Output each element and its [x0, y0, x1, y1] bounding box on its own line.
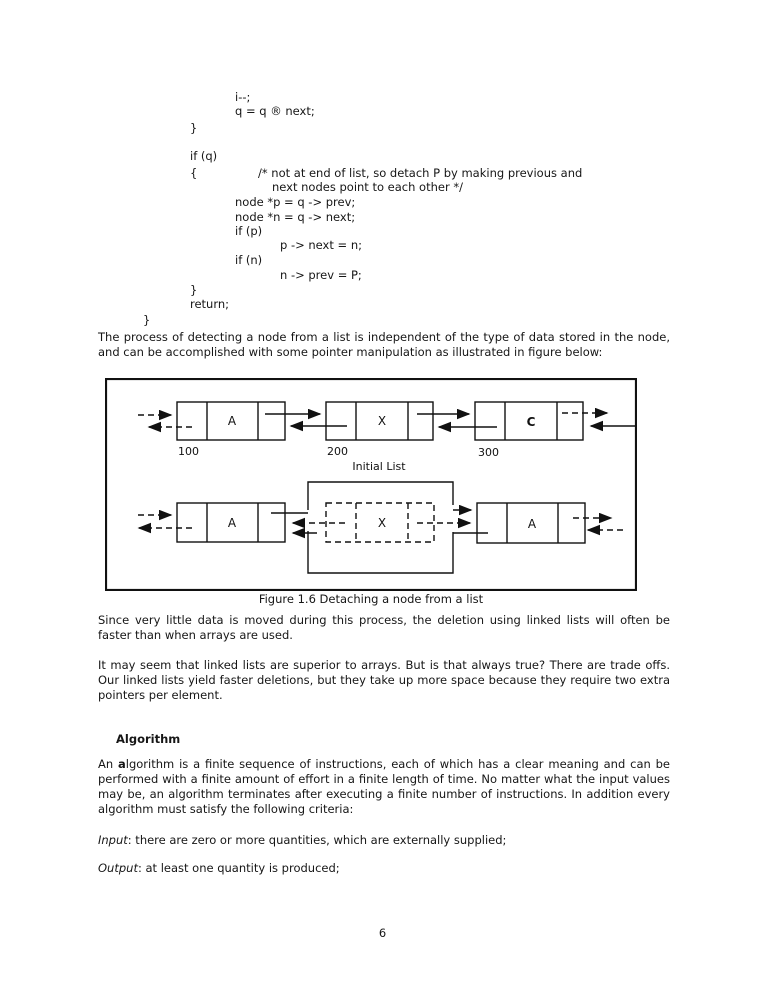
paragraph-intro: The process of detecting a node from a list is independent of the type of data stored in the node, and can be accomplished with some pointer manipulation as illustrated in figure below:	[98, 330, 670, 359]
node-label-x-detached: X	[377, 516, 387, 530]
criteria-output	[98, 861, 670, 876]
code-line: }	[190, 283, 198, 297]
code-line: }	[190, 121, 198, 135]
code-line: if (p)	[235, 224, 263, 238]
code-line: {	[190, 166, 198, 180]
code-comment: /* not at end of list, so detach P by making previous and	[258, 166, 583, 180]
paragraph-tradeoffs: It may seem that linked lists are superior to arrays. But is that always true? There are trade offs. Our linked lists yield faster deletions, but they take up more space because they require two extra pointers per element.	[98, 658, 670, 702]
page-number: 6	[378, 926, 387, 940]
output-rest: : at least one quantity is produced;	[137, 861, 340, 875]
algorithm-text-prefix: An	[98, 757, 119, 771]
code-line: node *p = q -> prev;	[235, 195, 356, 209]
code-line: if (n)	[235, 253, 263, 267]
figure-linked-list-diagram	[105, 378, 637, 591]
code-line: node *n = q -> next;	[235, 210, 356, 224]
code-line: i--;	[235, 90, 251, 104]
linked-list-diagram	[105, 378, 637, 591]
node-label-x: X	[377, 414, 387, 428]
output-term: Output	[98, 861, 138, 875]
code-line: }	[143, 313, 151, 327]
node-label-a1: A	[227, 414, 237, 428]
address-200: 200	[327, 445, 348, 458]
algorithm-bold-a: a	[118, 757, 126, 771]
section-heading-algorithm: Algorithm	[116, 732, 181, 746]
code-line: return;	[190, 297, 230, 311]
code-comment: next nodes point to each other */	[272, 180, 463, 194]
code-line: n -> prev = P;	[280, 268, 362, 282]
algorithm-text-rest: lgorithm is a finite sequence of instructions, each of which has a clear meaning and can be performed with a finite amount of effort in a finite length of time. No matter what the input values may be, an algorithm terminates after executing a finite number of instructions. In addition every algorithm must satisfy the following criteria:	[98, 757, 670, 816]
paragraph-since: Since very little data is moved during this process, the deletion using linked lists will often be faster than when arrays are used.	[98, 613, 670, 642]
address-300: 300	[478, 446, 499, 459]
code-line: q = q ® next;	[235, 104, 315, 118]
address-100: 100	[178, 445, 199, 458]
top-row-arrows	[138, 413, 635, 427]
input-rest: : there are zero or more quantities, which are externally supplied;	[127, 833, 507, 847]
code-line: p -> next = n;	[280, 238, 362, 252]
input-term: Input	[98, 833, 128, 847]
paragraph-algorithm-definition	[98, 757, 670, 817]
node-label-a-left: A	[227, 516, 237, 530]
node-label-c: C	[526, 415, 536, 429]
initial-list-label: Initial List	[352, 460, 406, 473]
criteria-input	[98, 833, 670, 848]
figure-caption: Figure 1.6 Detaching a node from a list	[258, 592, 484, 606]
code-line: if (q)	[190, 149, 218, 163]
node-label-a-right: A	[527, 517, 537, 531]
